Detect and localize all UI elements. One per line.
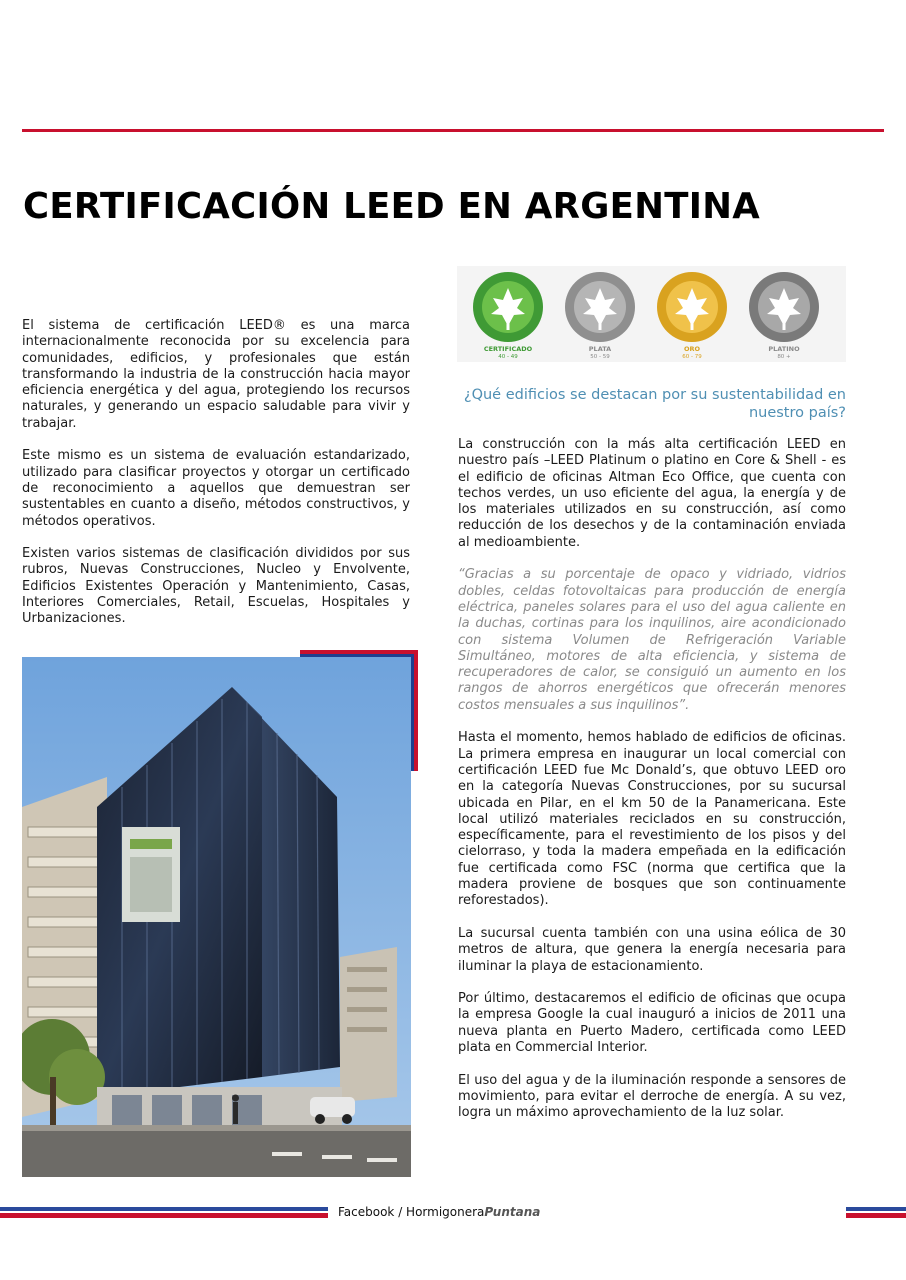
left-paragraph-1: El sistema de certificación LEED® es una marca internacionalmente reconocida por su excelencia para comunidades, edificios, y profesionales que están transformando la industria de la construcción hacia mayor eficiencia energética y del agua, protegiendo los recursos naturales, y generando un espacio saludable para vivir y trabajar.: [22, 318, 410, 431]
badge-label-oro: ORO: [683, 345, 701, 353]
badge-range-oro: 60 - 79: [682, 353, 702, 360]
right-paragraph-5: Por último, destacaremos el edificio de oficinas que ocupa la empresa Google la cual inauguró a inicios de 2011 una nueva planta en Puerto Madero, certificada como LEED plata en Commercial Interior.: [458, 991, 846, 1055]
leed-oro-seal-icon: [655, 270, 729, 344]
right-paragraph-3: Hasta el momento, hemos hablado de edificios de oficinas. La primera empresa en inaugurar un local comercial con certificación LEED fue Mc Donald’s, que obtuvo LEED oro en la categoría Nuevas Construcciones, por su sucursal ubicada en Pilar, en el km 50 de la Panamericana. Este local utilizó materiales reciclados en su construcción, específicamente, para el revestimiento de los pisos y del cielorraso, y toda la madera empeñada en la edificación fue certificada como FSC (norma que certifica que la madera proviene de bosques que son continuamente reforestados).: [458, 730, 846, 909]
leed-platino-seal-icon: [747, 270, 821, 344]
badge-plata: [557, 270, 643, 360]
right-column: [458, 437, 846, 1138]
footer-stripe-left: [0, 1207, 328, 1218]
badge-label-plata: PLATA: [588, 345, 612, 353]
badge-certificado: [465, 270, 551, 360]
quote-paragraph: “Gracias a su porcentaje de opaco y vidriado, vidrios dobles, celdas fotovoltaicas para producción de energía eléctrica, paneles solares para el uso del agua caliente en la duchas, cortinas para los inquilinos, aire acondicionado con sistema Volumen de Refrigeración Variable Simultáneo, motores de alta eficiencia, y sistema de recuperadores de calor, se consiguió un aumento en los rangos de ahorros energéticos que ofrecerán menores costos mensuales a sus inquilinos”.: [458, 567, 846, 713]
badge-range-plata: 50 - 59: [590, 353, 610, 360]
badge-label-certificado: CERTIFICADO: [483, 345, 533, 353]
right-paragraph-1: La construcción con la más alta certificación LEED en nuestro país –LEED Platinum o platino en Core & Shell - es el edificio de oficinas Altman Eco Office, que cuenta con techos verdes, un uso eficiente del agua, la energía y de los materiales utilizados en su construcción, así como reducción de los desechos y de la contaminación enviada al medioambiente.: [458, 437, 846, 550]
badge-oro: [649, 270, 735, 360]
building-photo: [22, 657, 411, 1177]
left-paragraph-2: Este mismo es un sistema de evaluación estandarizado, utilizado para clasificar proyectos y otorgar un certificado de reconocimiento a aquellos que demuestran ser sustentables en cuanto a diseño, métodos constructivos, y métodos operativos.: [22, 448, 410, 529]
footer-stripe-right: [846, 1207, 906, 1218]
right-paragraph-6: El uso del agua y de la iluminación responde a sensores de movimiento, para evitar el derroche de energía. A su vez, logra un máximo aprovechamiento de la luz solar.: [458, 1072, 846, 1121]
leed-certificado-seal-icon: [471, 270, 545, 344]
leed-plata-seal-icon: [563, 270, 637, 344]
section-question-heading: ¿Qué edificios se destacan por su sustentabilidad en nuestro país?: [463, 387, 846, 421]
left-column: [22, 318, 410, 644]
badge-label-platino: PLATINO: [768, 345, 800, 353]
footer-social[interactable]: [338, 1205, 540, 1219]
footer-prefix: Facebook / Hormigonera: [338, 1205, 485, 1219]
left-paragraph-3: Existen varios sistemas de clasificación divididos por sus rubros, Nuevas Construcciones, Nucleo y Envolvente, Edificios Existentes Operación y Mantenimiento, Casas, Interiores Comerciales, Retail, Escuelas, Hospitales y Urbanizaciones.: [22, 546, 410, 627]
right-paragraph-4: La sucursal cuenta también con una usina eólica de 30 metros de altura, que genera la energía necesaria para iluminar la playa de estacionamiento.: [458, 925, 846, 974]
page-title: CERTIFICACIÓN LEED EN ARGENTINA: [23, 186, 761, 227]
top-red-rule: [22, 129, 884, 132]
leed-badges-panel: [457, 266, 846, 362]
badge-platino: [741, 270, 827, 360]
footer-brand: Puntana: [484, 1205, 541, 1219]
badge-range-certificado: 40 - 49: [498, 353, 518, 360]
badge-range-platino: 80 +: [777, 353, 791, 360]
